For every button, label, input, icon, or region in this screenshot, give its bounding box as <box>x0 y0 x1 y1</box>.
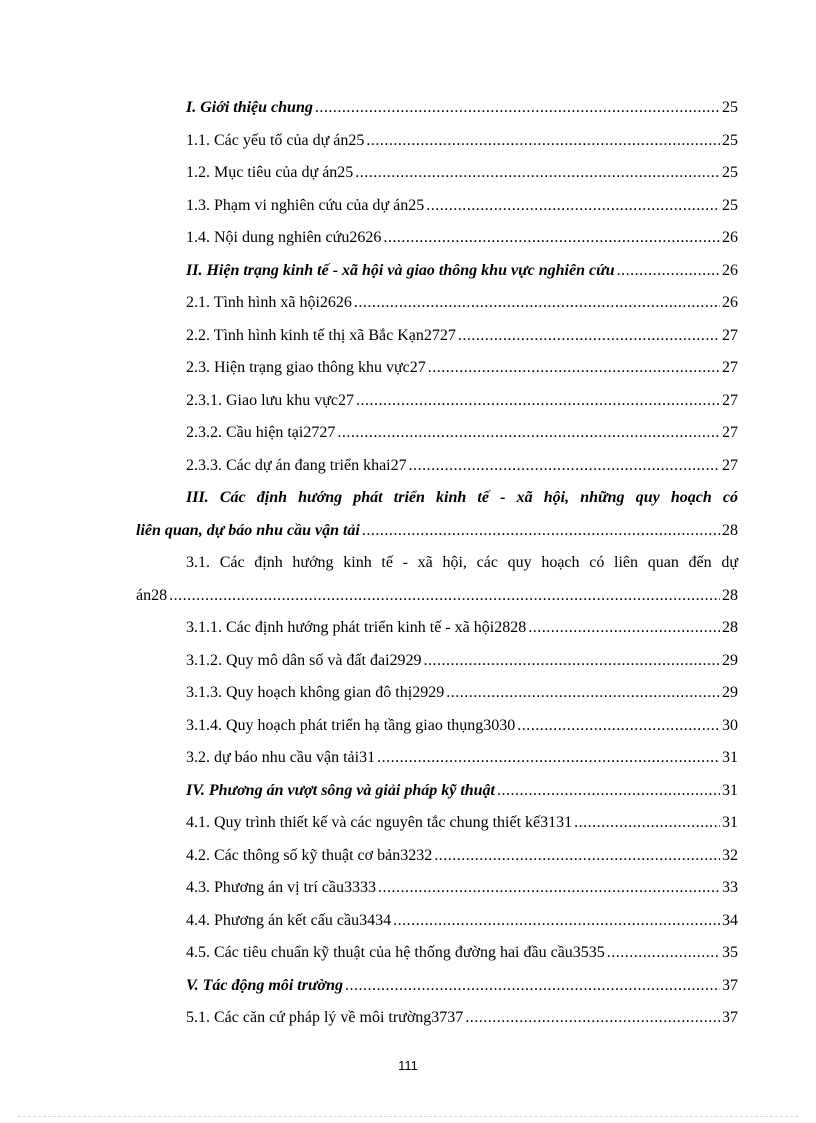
toc-entry-title: 5.1. Các căn cứ pháp lý về môi trường3737 <box>186 1009 464 1026</box>
dot-leader <box>528 612 720 645</box>
dot-leader <box>355 157 720 190</box>
toc-entry[interactable] <box>136 190 738 223</box>
toc-entry[interactable] <box>136 970 738 1003</box>
toc-entry-title: 1.3. Phạm vi nghiên cứu của dự án25 <box>186 196 425 214</box>
toc-entry-page: 28 <box>722 521 738 539</box>
toc-entry[interactable] <box>136 352 738 385</box>
toc-entry-page: 27 <box>722 391 738 409</box>
dot-leader <box>458 320 720 353</box>
toc-entry-title: I. Giới thiệu chung <box>186 99 313 116</box>
toc-entry-page: 25 <box>722 164 738 181</box>
toc-entry[interactable] <box>136 807 738 840</box>
toc-entry[interactable] <box>136 872 738 905</box>
dot-leader <box>362 515 720 548</box>
dot-leader <box>517 710 720 743</box>
dot-leader <box>169 580 720 613</box>
dot-leader <box>434 840 720 873</box>
toc-entry[interactable] <box>136 905 738 938</box>
toc-entry-title: 2.3.2. Cầu hiện tại2727 <box>186 424 336 441</box>
toc-entry-title: 3.1.2. Quy mô dân số và đất đai2929 <box>186 651 422 669</box>
toc-entry-page: 26 <box>722 294 738 311</box>
toc-entry-page: 32 <box>722 846 738 864</box>
toc-entry-page: 26 <box>722 229 738 246</box>
toc-entry-page: 28 <box>722 619 738 636</box>
dot-leader <box>366 125 720 158</box>
dot-leader <box>424 645 720 678</box>
toc-entry-title: 3.2. dự báo nhu cầu vận tải31 <box>186 749 376 766</box>
toc-entry-page: 37 <box>722 976 738 994</box>
toc-entry[interactable] <box>136 547 738 612</box>
toc-entry-title: 4.1. Quy trình thiết kế và các nguyên tắc chung thiết kế3131 <box>186 814 573 831</box>
toc-entry-title: 3.1.3. Quy hoạch không gian đô thị2929 <box>186 684 445 701</box>
toc-entry-page: 31 <box>722 814 738 831</box>
toc-entry-page: 25 <box>722 196 738 214</box>
dot-leader <box>497 775 720 808</box>
toc-entry[interactable] <box>136 677 738 710</box>
toc-entry-page: 31 <box>722 749 738 766</box>
toc-entry-title: 4.5. Các tiêu chuẩn kỹ thuật của hệ thống đường hai đầu cầu3535 <box>186 944 605 961</box>
toc-entry-title: 2.3.3. Các dự án đang triển khai27 <box>186 456 407 474</box>
table-of-contents <box>136 92 738 1035</box>
toc-entry[interactable] <box>136 612 738 645</box>
toc-entry-page: 25 <box>722 99 738 116</box>
toc-entry[interactable] <box>136 222 738 255</box>
toc-entry-page: 27 <box>722 424 738 441</box>
toc-entry-page: 33 <box>722 879 738 896</box>
toc-entry[interactable] <box>136 125 738 158</box>
toc-entry-page: 29 <box>722 684 738 701</box>
toc-entry-title: V. Tác động môi trường <box>186 976 344 994</box>
toc-entry[interactable] <box>136 710 738 743</box>
toc-entry-title: 1.1. Các yếu tố của dự án25 <box>186 131 365 149</box>
toc-entry-title: 4.2. Các thông số kỹ thuật cơ bản3232 <box>186 846 433 864</box>
dot-leader <box>446 677 720 710</box>
dot-leader <box>356 385 720 418</box>
toc-entry-page: 27 <box>722 359 738 376</box>
toc-entry-page: 25 <box>722 131 738 149</box>
toc-entry-page: 30 <box>722 716 738 734</box>
dot-leader <box>354 287 720 320</box>
dot-leader <box>409 450 720 483</box>
toc-entry-title-line2: liên quan, dự báo nhu cầu vận tải <box>136 521 360 539</box>
dot-leader <box>607 937 720 970</box>
toc-entry-page: 35 <box>722 944 738 961</box>
toc-entry-title: 2.3.1. Giao lưu khu vực27 <box>186 391 354 409</box>
toc-entry-page: 34 <box>722 911 738 929</box>
dot-leader <box>378 872 720 905</box>
toc-entry[interactable] <box>136 937 738 970</box>
toc-entry-title: 2.3. Hiện trạng giao thông khu vực27 <box>186 359 426 376</box>
dot-leader <box>426 190 720 223</box>
toc-entry-title: 1.2. Mục tiêu của dự án25 <box>186 164 354 181</box>
toc-entry-title: IV. Phương án vượt sông và giải pháp kỹ thuật <box>186 781 495 799</box>
toc-entry[interactable] <box>136 255 738 288</box>
toc-entry[interactable] <box>136 92 738 125</box>
toc-entry[interactable] <box>136 742 738 775</box>
toc-entry-page: 37 <box>722 1009 738 1026</box>
toc-entry[interactable] <box>136 157 738 190</box>
toc-entry-page: 31 <box>722 781 738 799</box>
toc-entry[interactable] <box>136 287 738 320</box>
dot-leader <box>617 255 720 288</box>
toc-entry[interactable] <box>136 482 738 547</box>
dot-leader <box>393 905 720 938</box>
toc-entry-page: 28 <box>722 586 738 604</box>
toc-entry-title: 3.1.4. Quy hoạch phát triển hạ tầng giao thụng3030 <box>186 716 516 734</box>
toc-entry-title: 1.4. Nội dung nghiên cứu2626 <box>186 229 382 246</box>
toc-entry-page: 27 <box>722 456 738 474</box>
toc-entry-page: 27 <box>722 326 738 344</box>
toc-entry[interactable] <box>136 417 738 450</box>
toc-entry-title: 4.4. Phương án kết cấu cầu3434 <box>186 911 392 929</box>
dot-leader <box>345 970 720 1003</box>
toc-entry-title: 4.3. Phương án vị trí cầu3333 <box>186 879 376 896</box>
toc-entry[interactable] <box>136 1002 738 1035</box>
toc-entry-title: 2.2. Tình hình kinh tế thị xã Bắc Kạn2727 <box>186 326 456 344</box>
dot-leader <box>465 1002 720 1035</box>
toc-entry[interactable] <box>136 645 738 678</box>
toc-entry-page: 26 <box>722 261 738 279</box>
toc-entry-title: 2.1. Tình hình xã hội2626 <box>186 294 352 311</box>
toc-entry[interactable] <box>136 840 738 873</box>
toc-entry-title-line1: III. Các định hướng phát triển kinh tế - xã hội, những quy hoạch có <box>186 489 738 506</box>
dot-leader <box>337 417 720 450</box>
dot-leader <box>574 807 720 840</box>
toc-entry-page: 29 <box>722 651 738 669</box>
toc-entry[interactable] <box>136 385 738 418</box>
toc-entry[interactable] <box>136 775 738 808</box>
dot-leader <box>377 742 720 775</box>
dot-leader <box>315 92 720 125</box>
toc-entry-title: II. Hiện trạng kinh tế - xã hội và giao thông khu vực nghiên cứu <box>186 261 615 279</box>
toc-entry-title-line1: 3.1. Các định hướng kinh tế - xã hội, các quy hoạch có liên quan đến dự <box>186 554 738 571</box>
page-number: 111 <box>398 1058 418 1073</box>
toc-entry[interactable] <box>136 450 738 483</box>
toc-entry-title-line2: án28 <box>136 586 168 604</box>
dot-leader <box>428 352 720 385</box>
toc-entry-title: 3.1.1. Các định hướng phát triển kinh tế - xã hội2828 <box>186 619 527 636</box>
page-divider <box>18 1116 798 1117</box>
dot-leader <box>383 222 720 255</box>
toc-entry[interactable] <box>136 320 738 353</box>
